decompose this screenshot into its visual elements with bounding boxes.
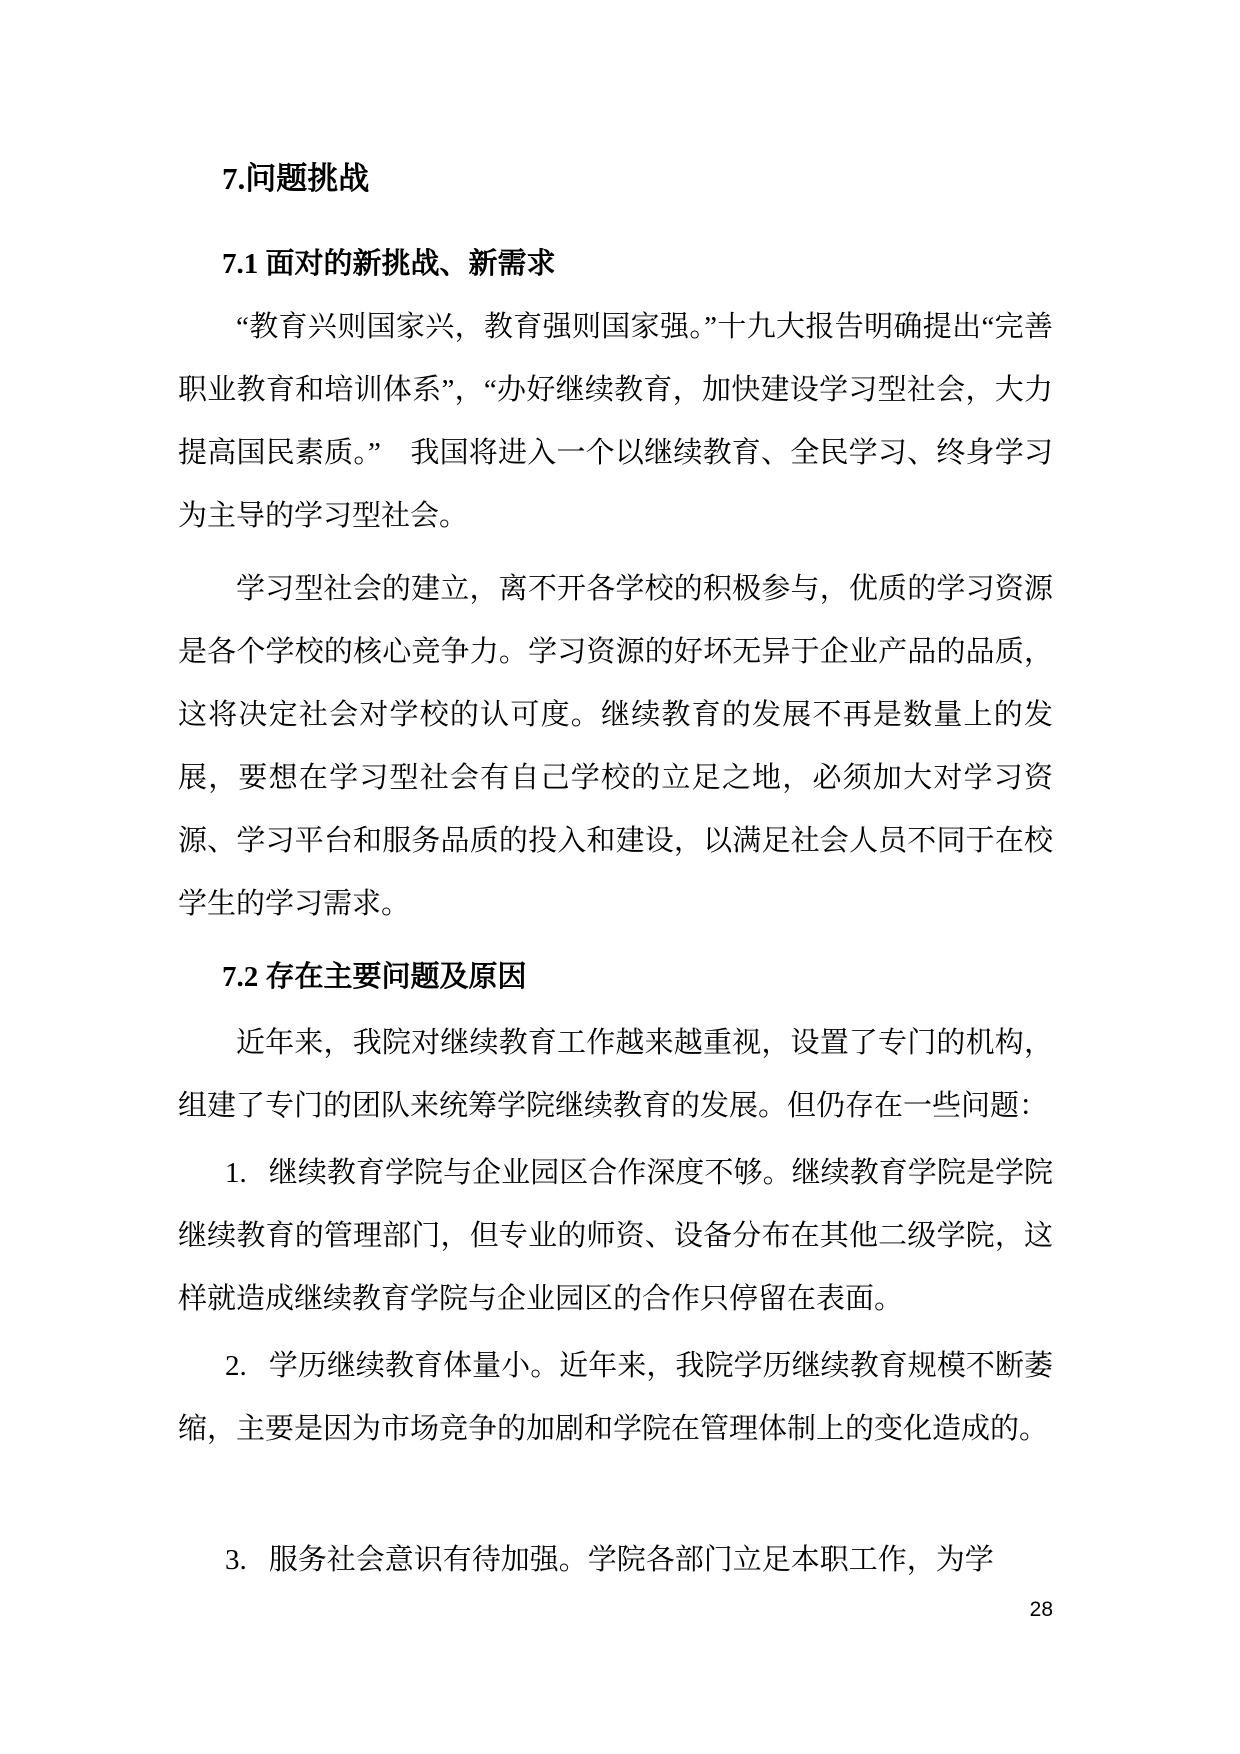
list-item-1 xyxy=(178,1142,1053,1331)
list-item-3 xyxy=(178,1529,1053,1592)
paragraph-problems-intro: 近年来，我院对继续教育工作越来越重视，设置了专门的机构，组建了专门的团队来统筹学院继续教育的发展。但仍存在一些问题： xyxy=(178,1027,1053,1122)
section-heading: 7.问题挑战 xyxy=(222,161,370,196)
list-item-1-number: 1. xyxy=(225,1157,247,1189)
list-item-1-text: 继续教育学院与企业园区合作深度不够。继续教育学院是学院继续教育的管理部门，但专业的师资、设备分布在其他二级学院，这样就造成继续教育学院与企业园区的合作只停留在表面。 xyxy=(178,1157,1053,1315)
list-item-3-text: 服务社会意识有待加强。学院各部门立足本职工作，为学 xyxy=(268,1544,994,1576)
subsection-heading-7-1: 7.1 面对的新挑战、新需求 xyxy=(222,248,556,280)
paragraph-learning-society: 学习型社会的建立，离不开各学校的积极参与，优质的学习资源是各个学校的核心竞争力。学习资源的好坏无异于企业产品的品质，这将决定社会对学校的认可度。继续教育的发展不再是数量上的发展，要想在学习型社会有自己学校的立足之地，必须加大对学习资源、学习平台和服务品质的投入和建设，以满足社会人员不同于在校学生的学习需求。 xyxy=(178,573,1053,920)
page-number: 28 xyxy=(1029,1598,1053,1621)
paragraph-new-challenges: “教育兴则国家兴，教育强则国家强。”十九大报告明确提出“完善职业教育和培训体系”，“办好继续教育，加快建设学习型社会，大力提高国民素质。” 我国将进入一个以继续教育、全民学习、终身学习为主导的学习型社会。 xyxy=(178,311,1053,532)
list-item-3-number: 3. xyxy=(225,1544,247,1576)
list-item-2-number: 2. xyxy=(225,1350,247,1382)
list-item-2 xyxy=(178,1335,1053,1524)
list-item-2-text: 学历继续教育体量小。近年来，我院学历继续教育规模不断萎缩，主要是因为市场竞争的加剧和学院在管理体制上的变化造成的。 xyxy=(178,1350,1053,1445)
subsection-heading-7-2: 7.2 存在主要问题及原因 xyxy=(222,961,527,993)
document-content xyxy=(178,0,1053,1592)
